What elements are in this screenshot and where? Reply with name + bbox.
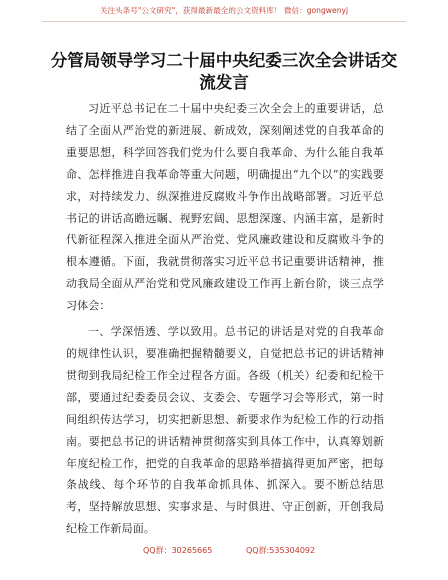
- qq-group-1: QQ群：30265665: [143, 546, 213, 555]
- header-divider: [42, 21, 406, 22]
- body-paragraph: 一、学深悟透、学以致用。总书记的讲话是对党的自我革命的规律性认识，要准确把握精髓要义，自觉把总书记的讲话精神贯彻到我局纪检工作全过程各方面。各级（机关）纪委和纪检干部，要通过纪委委员会议、支委会、专题学习会等形式，第一时间组织传达学习，切实把新思想、新要求作为纪检工作的行动指南。要把总书记的讲话精神贯彻落实到具体工作中，认真筹划新年度纪检工作，把党的自我革命的思路举措搞得更加严密，把每条战线、每个环节的自我革命抓具体、抓深入。要不断总结思考，坚持解放思想、实事求是、与时俱进、守正创新，开创我局纪检工作新局面。: [66, 325, 384, 536]
- document-title: 分管局领导学习二十届中央纪委三次全会讲话交流发言: [50, 51, 398, 92]
- qq-group-2: QQ群:535304092: [246, 546, 316, 555]
- header-banner: 关注头条号"公文研究"，获得最新最全的公文资料库！ 微信：gongwenyj: [99, 6, 349, 15]
- body-paragraph: 习近平总书记在二十届中央纪委三次全会上的重要讲话，总结了全面从严治党的新进展、新成效，深刻阐述党的自我革命的重要思想，科学回答我们党为什么要自我革命、为什么能自我革命、怎样推进自我革命等重大问题，明确提出“九个以”的实践要求，对持续发力、纵深推进反腐败斗争作出战略部署。习近平总书记的讲话高瞻远瞩、视野宏阔、思想深邃、内涵丰富，是新时代新征程深入推进全面从严治党、党风廉政建设和反腐败斗争的根本遵循。下面，我就贯彻落实习近平总书记重要讲话精神，推动我局全面从严治党和党风廉政建设工作再上新台阶，谈三点学习体会：: [66, 102, 384, 313]
- document-body: [66, 98, 384, 544]
